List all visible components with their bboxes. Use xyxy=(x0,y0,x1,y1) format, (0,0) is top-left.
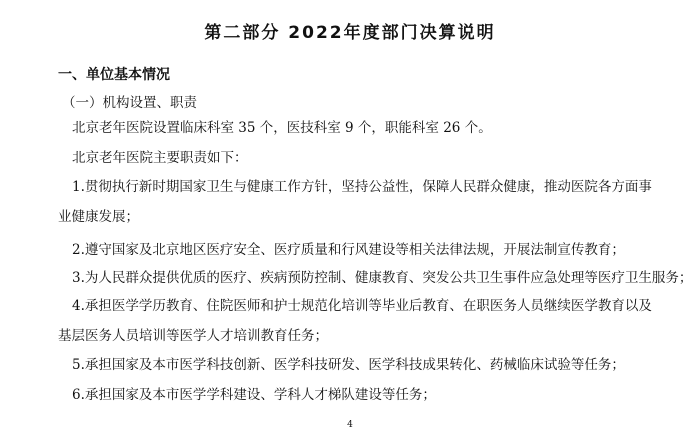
page-number: 4 xyxy=(347,420,353,430)
duty-item-4: 4.承担医学学历教育、住院医师和护士规范化培训等毕业后教育、在职医务人员继续医学教育以及基层医务人员培训等医学人才培训教育任务； xyxy=(58,298,652,344)
section-heading: 一、单位基本情况 xyxy=(58,67,170,83)
duty-item-1: 1.贯彻执行新时期国家卫生与健康工作方针，坚持公益性，保障人民群众健康，推动医院各方面事业健康发展； xyxy=(58,179,652,225)
page-title: 第二部分 2022年度部门决算说明 xyxy=(204,23,496,43)
subheading: （一）机构设置、职责 xyxy=(62,95,197,111)
departments-text: 北京老年医院设置临床科室 35 个，医技科室 9 个，职能科室 26 个。 xyxy=(72,120,492,136)
duties-intro: 北京老年医院主要职责如下： xyxy=(72,150,248,166)
duty-item-5: 5.承担国家及本市医学科技创新、医学科技研发、医学科技成果转化、药械临床试验等任务； xyxy=(72,357,625,373)
duty-item-3: 3.为人民群众提供优质的医疗、疾病预防控制、健康教育、突发公共卫生事件应急处理等医疗卫生服务； xyxy=(72,270,693,286)
duty-item-2: 2.遵守国家及北京地区医疗安全、医疗质量和行风建设等相关法律法规，开展法制宣传教育； xyxy=(72,242,625,258)
duty-item-6: 6.承担国家及本市医学学科建设、学科人才梯队建设等任务； xyxy=(72,387,436,403)
